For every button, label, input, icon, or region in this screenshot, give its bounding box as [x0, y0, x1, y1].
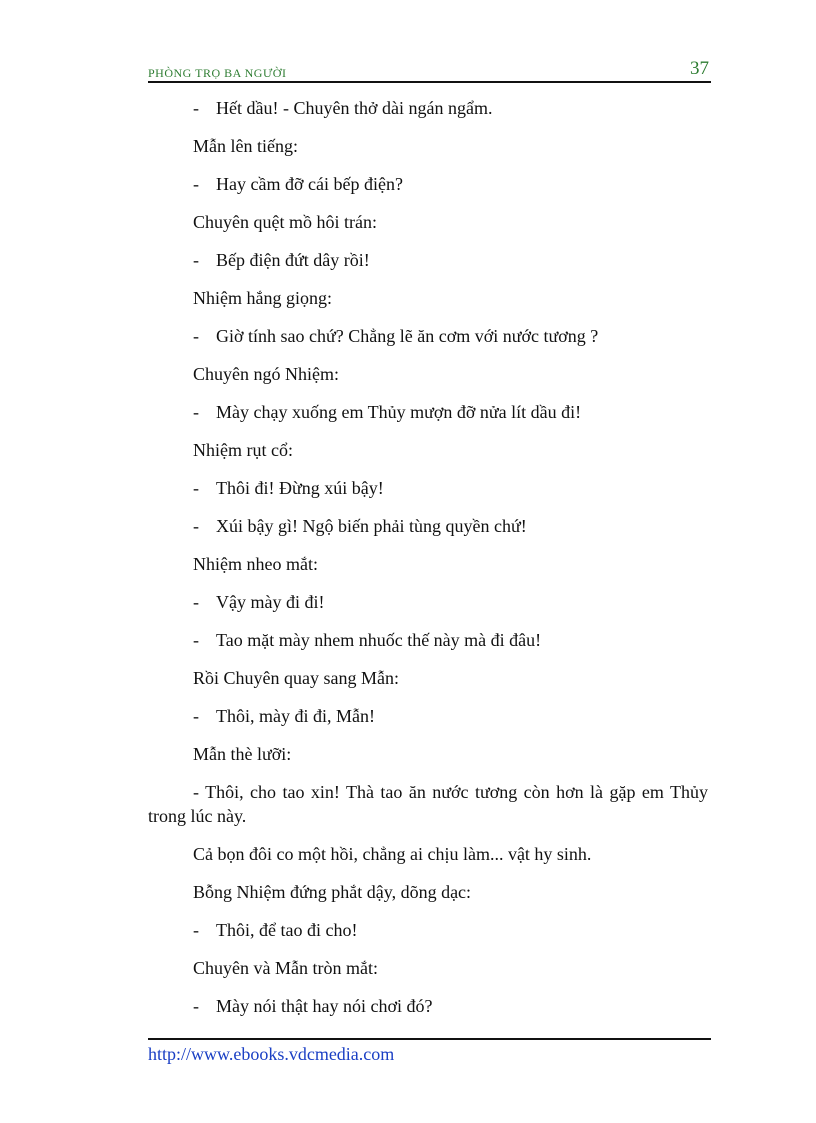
narration-text: Bỗng Nhiệm đứng phắt dậy, dõng dạc:	[193, 882, 472, 902]
dialogue-line	[148, 248, 708, 272]
dialogue-line	[148, 704, 708, 728]
dialogue-text: Hết dầu! - Chuyên thở dài ngán ngẩm.	[216, 98, 493, 118]
narration-text: Nhiệm hắng giọng:	[193, 288, 332, 308]
dialogue-dash: -	[193, 98, 199, 118]
dialogue-dash: -	[193, 402, 199, 422]
dialogue-text: Vậy mày đi đi!	[216, 592, 325, 612]
wrapped-paragraph: - Thôi, cho tao xin! Thà tao ăn nước tương còn hơn là gặp em Thủy trong lúc này.	[148, 782, 708, 826]
narration-text: Chuyên quệt mồ hôi trán:	[193, 212, 377, 232]
dialogue-line	[148, 628, 708, 652]
dialogue-dash: -	[193, 250, 199, 270]
dialogue-dash: -	[193, 996, 199, 1016]
header-rule	[148, 81, 711, 83]
narration-text: Rồi Chuyên quay sang Mẫn:	[193, 668, 399, 688]
narration-line	[148, 956, 708, 980]
dialogue-dash: -	[193, 326, 199, 346]
dialogue-line	[148, 96, 708, 120]
narration-text: Chuyên và Mẫn tròn mắt:	[193, 958, 378, 978]
narration-line	[148, 552, 708, 576]
dialogue-dash: -	[193, 516, 199, 536]
dialogue-line	[148, 590, 708, 614]
footer-rule	[148, 1038, 711, 1040]
narration-line	[148, 666, 708, 690]
narration-line	[148, 880, 708, 904]
dialogue-line	[148, 400, 708, 424]
footer-link[interactable]: http://www.ebooks.vdcmedia.com	[148, 1044, 395, 1064]
narration-line	[148, 742, 708, 766]
dialogue-text: Xúi bậy gì! Ngộ biến phải tùng quyền chứ!	[216, 516, 527, 536]
dialogue-text: Giờ tính sao chứ? Chẳng lẽ ăn cơm với nước tương ?	[216, 326, 599, 346]
dialogue-line	[148, 514, 708, 538]
dialogue-text: Tao mặt mày nhem nhuốc thế này mà đi đâu!	[216, 630, 542, 650]
page-header	[148, 60, 711, 82]
narration-line	[148, 134, 708, 158]
narration-line	[148, 286, 708, 310]
dialogue-text: Hay cầm đỡ cái bếp điện?	[216, 174, 403, 194]
dialogue-dash: -	[193, 706, 199, 726]
dialogue-text: Thôi, để tao đi cho!	[216, 920, 358, 940]
dialogue-text: Bếp điện đứt dây rồi!	[216, 250, 370, 270]
narration-text: Nhiệm rụt cổ:	[193, 440, 293, 460]
narration-line	[148, 362, 708, 386]
dialogue-line	[148, 172, 708, 196]
narration-text: Mẫn thè lưỡi:	[193, 744, 292, 764]
dialogue-line	[148, 324, 708, 348]
narration-text: Cả bọn đôi co một hồi, chẳng ai chịu làm... vật hy sinh.	[193, 844, 592, 864]
dialogue-text: Thôi, mày đi đi, Mẫn!	[216, 706, 375, 726]
body-text	[148, 96, 708, 1032]
dialogue-dash: -	[193, 920, 199, 940]
dialogue-text: Mày nói thật hay nói chơi đó?	[216, 996, 433, 1016]
narration-line	[148, 438, 708, 462]
narration-text: Mẫn lên tiếng:	[193, 136, 298, 156]
narration-line	[148, 842, 708, 866]
dialogue-dash: -	[193, 478, 199, 498]
dialogue-text: Thôi đi! Đừng xúi bậy!	[216, 478, 384, 498]
dialogue-line	[148, 476, 708, 500]
dialogue-dash: -	[193, 592, 199, 612]
running-title: PHÒNG TRỌ BA NGƯỜI	[148, 66, 287, 80]
narration-line	[148, 210, 708, 234]
dialogue-line	[148, 994, 708, 1018]
dialogue-dash: -	[193, 630, 199, 650]
narration-text: Chuyên ngó Nhiệm:	[193, 364, 339, 384]
page-number: 37	[690, 58, 709, 79]
dialogue-dash: -	[193, 174, 199, 194]
narration-text: Nhiệm nheo mắt:	[193, 554, 318, 574]
dialogue-text: Mày chạy xuống em Thủy mượn đỡ nửa lít dầu đi!	[216, 402, 582, 422]
dialogue-line	[148, 918, 708, 942]
